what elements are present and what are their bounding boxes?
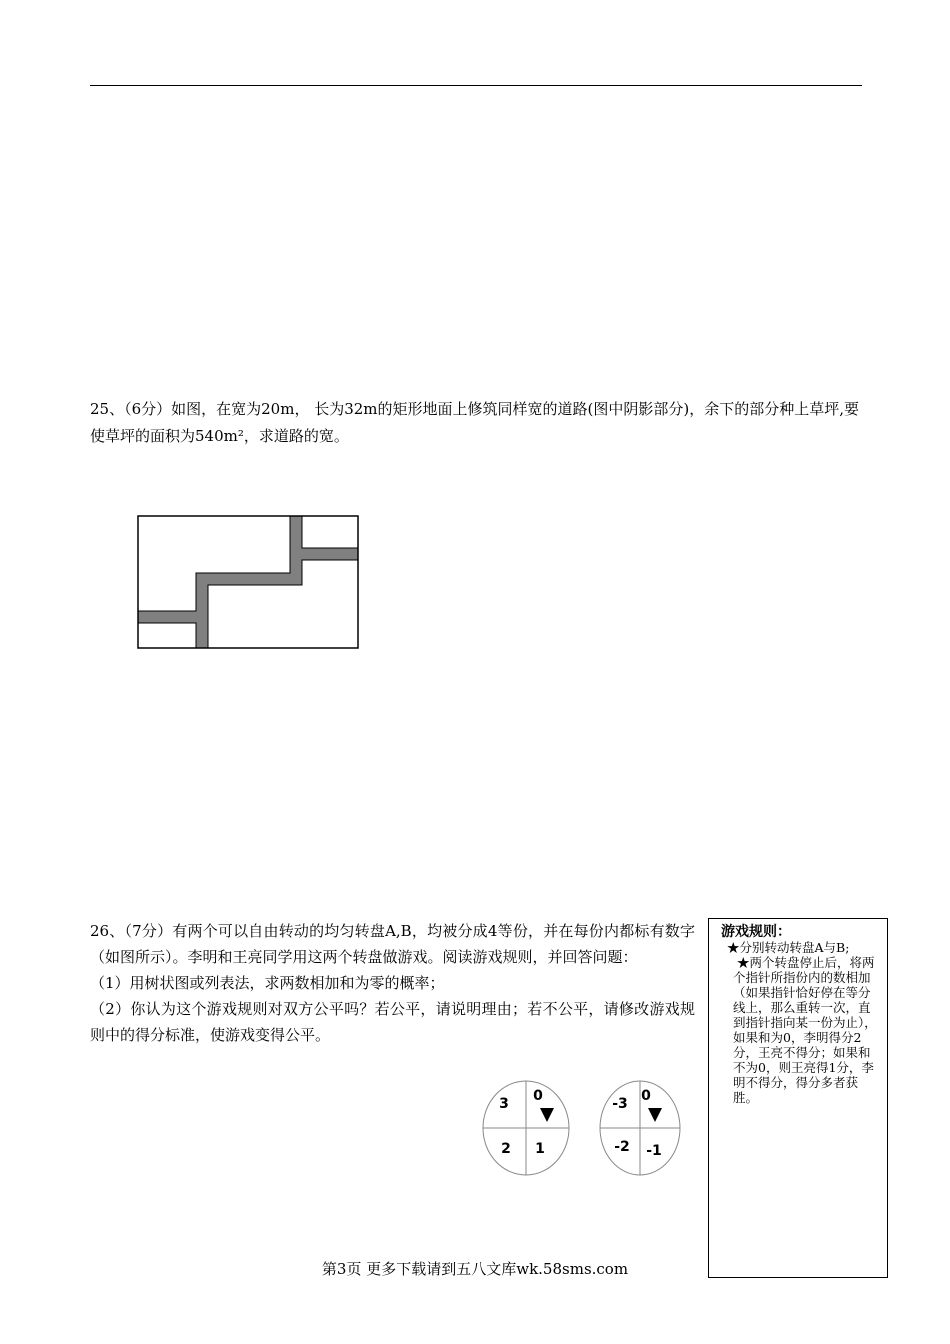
spinner-b-bottom-right: -1 xyxy=(646,1143,662,1159)
pointer-icon xyxy=(540,1108,554,1122)
spinner-a-top-left: 3 xyxy=(499,1096,509,1112)
pointer-icon xyxy=(648,1108,662,1122)
question-26-part2: （2）你认为这个游戏规则对双方公平吗？若公平，请说明理由；若不公平，请修改游戏规则中的得分标准，使游戏变得公平。 xyxy=(90,1000,695,1044)
game-rules-box xyxy=(708,918,888,1278)
question-26 xyxy=(90,918,695,1048)
spinner-b-bottom-left: -2 xyxy=(614,1139,630,1155)
road-diagram xyxy=(136,514,362,654)
spinner-b-top-left: -3 xyxy=(612,1096,628,1112)
page-footer: 第3页 更多下载请到五八文库wk.58sms.com xyxy=(321,1260,629,1278)
header-rule xyxy=(90,85,862,86)
question-26-part1: （1）用树状图或列表法，求两数相加和为零的概率； xyxy=(90,974,445,992)
spinner-a-bottom-right: 1 xyxy=(535,1141,545,1157)
question-26-intro: 26、（7分）有两个可以自由转动的均匀转盘A,B，均被分成4等份，并在每份内都标有数字（如图所示）。李明和王亮同学用这两个转盘做游戏。阅读游戏规则，并回答问题： xyxy=(90,922,695,966)
game-rule-2: ★两个转盘停止后，将两个指针所指份内的数相加（如果指针恰好停在等分线上，那么重转一次，直到指针指向某一份为止），如果和为0，李明得分2分，王亮不得分；如果和不为0，则王亮得1分，李明不得分，得分多者获胜。 xyxy=(733,955,877,1105)
spinner-a-top-right: 0 xyxy=(533,1088,543,1104)
road-shaded xyxy=(138,516,358,648)
spinner-a-bottom-left: 2 xyxy=(501,1141,511,1157)
question-25-text: 25、（6分）如图，在宽为20m， 长为32m的矩形地面上修筑同样宽的道路(图中阴影部分)，余下的部分种上草坪,要使草坪的面积为540m²，求道路的宽。 xyxy=(90,400,859,445)
spinner-b-top-right: 0 xyxy=(641,1088,651,1104)
question-25 xyxy=(90,396,865,450)
game-rule-1: ★分别转动转盘A与B; xyxy=(727,940,850,955)
game-rules-title: 游戏规则： xyxy=(721,924,791,940)
spinner-b xyxy=(594,1078,686,1178)
spinner-a xyxy=(480,1078,572,1178)
